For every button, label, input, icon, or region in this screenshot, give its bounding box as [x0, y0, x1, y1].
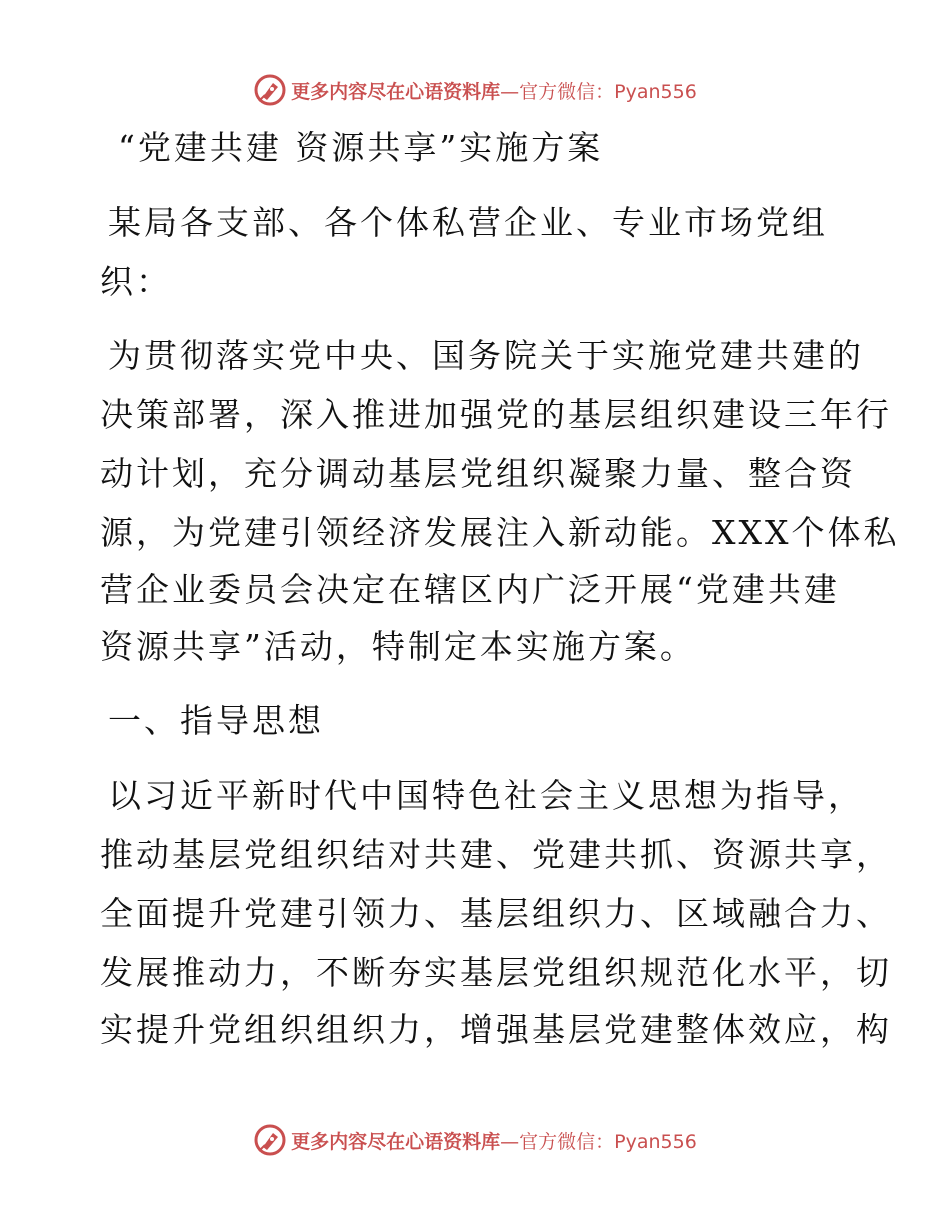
watermark-banner-bottom [0, 1122, 950, 1158]
paragraph-line: 营企业委员会决定在辖区内广泛开展“党建共建 [100, 570, 840, 609]
section-heading: 一、指导思想 [108, 701, 324, 740]
pen-nib-logo-icon [253, 1123, 287, 1157]
salutation-line-2: 织： [100, 262, 172, 301]
paragraph-line: 实提升党组织组织力，增强基层党建整体效应，构 [100, 1010, 892, 1049]
salutation-line-1: 某局各支部、各个体私营企业、专业市场党组 [108, 203, 828, 242]
paragraph-line: 推动基层党组织结对共建、党建共抓、资源共享， [100, 835, 892, 874]
paragraph-line: 为贯彻落实党中央、国务院关于实施党建共建的 [108, 336, 864, 375]
pen-nib-logo-icon [253, 73, 287, 107]
paragraph-line: 动计划，充分调动基层党组织凝聚力量、整合资 [100, 454, 856, 493]
paragraph-line: 以习近平新时代中国特色社会主义思想为指导， [108, 776, 864, 815]
paragraph-line: 资源共享”活动，特制定本实施方案。 [100, 627, 696, 666]
document-title: “党建共建 资源共享”实施方案 [118, 128, 604, 167]
paragraph-line: 发展推动力，不断夯实基层党组织规范化水平，切 [100, 953, 892, 992]
watermark-banner-top [0, 72, 950, 108]
paragraph-line: 全面提升党建引领力、基层组织力、区域融合力、 [100, 894, 892, 933]
watermark-text: 更多内容尽在心语资料库—官方微信：Pyan556 [291, 80, 697, 103]
paragraph-line: 决策部署，深入推进加强党的基层组织建设三年行 [100, 395, 892, 434]
watermark-text: 更多内容尽在心语资料库—官方微信：Pyan556 [291, 1130, 697, 1153]
paragraph-line: 源，为党建引领经济发展注入新动能。XXX个体私 [100, 513, 900, 552]
